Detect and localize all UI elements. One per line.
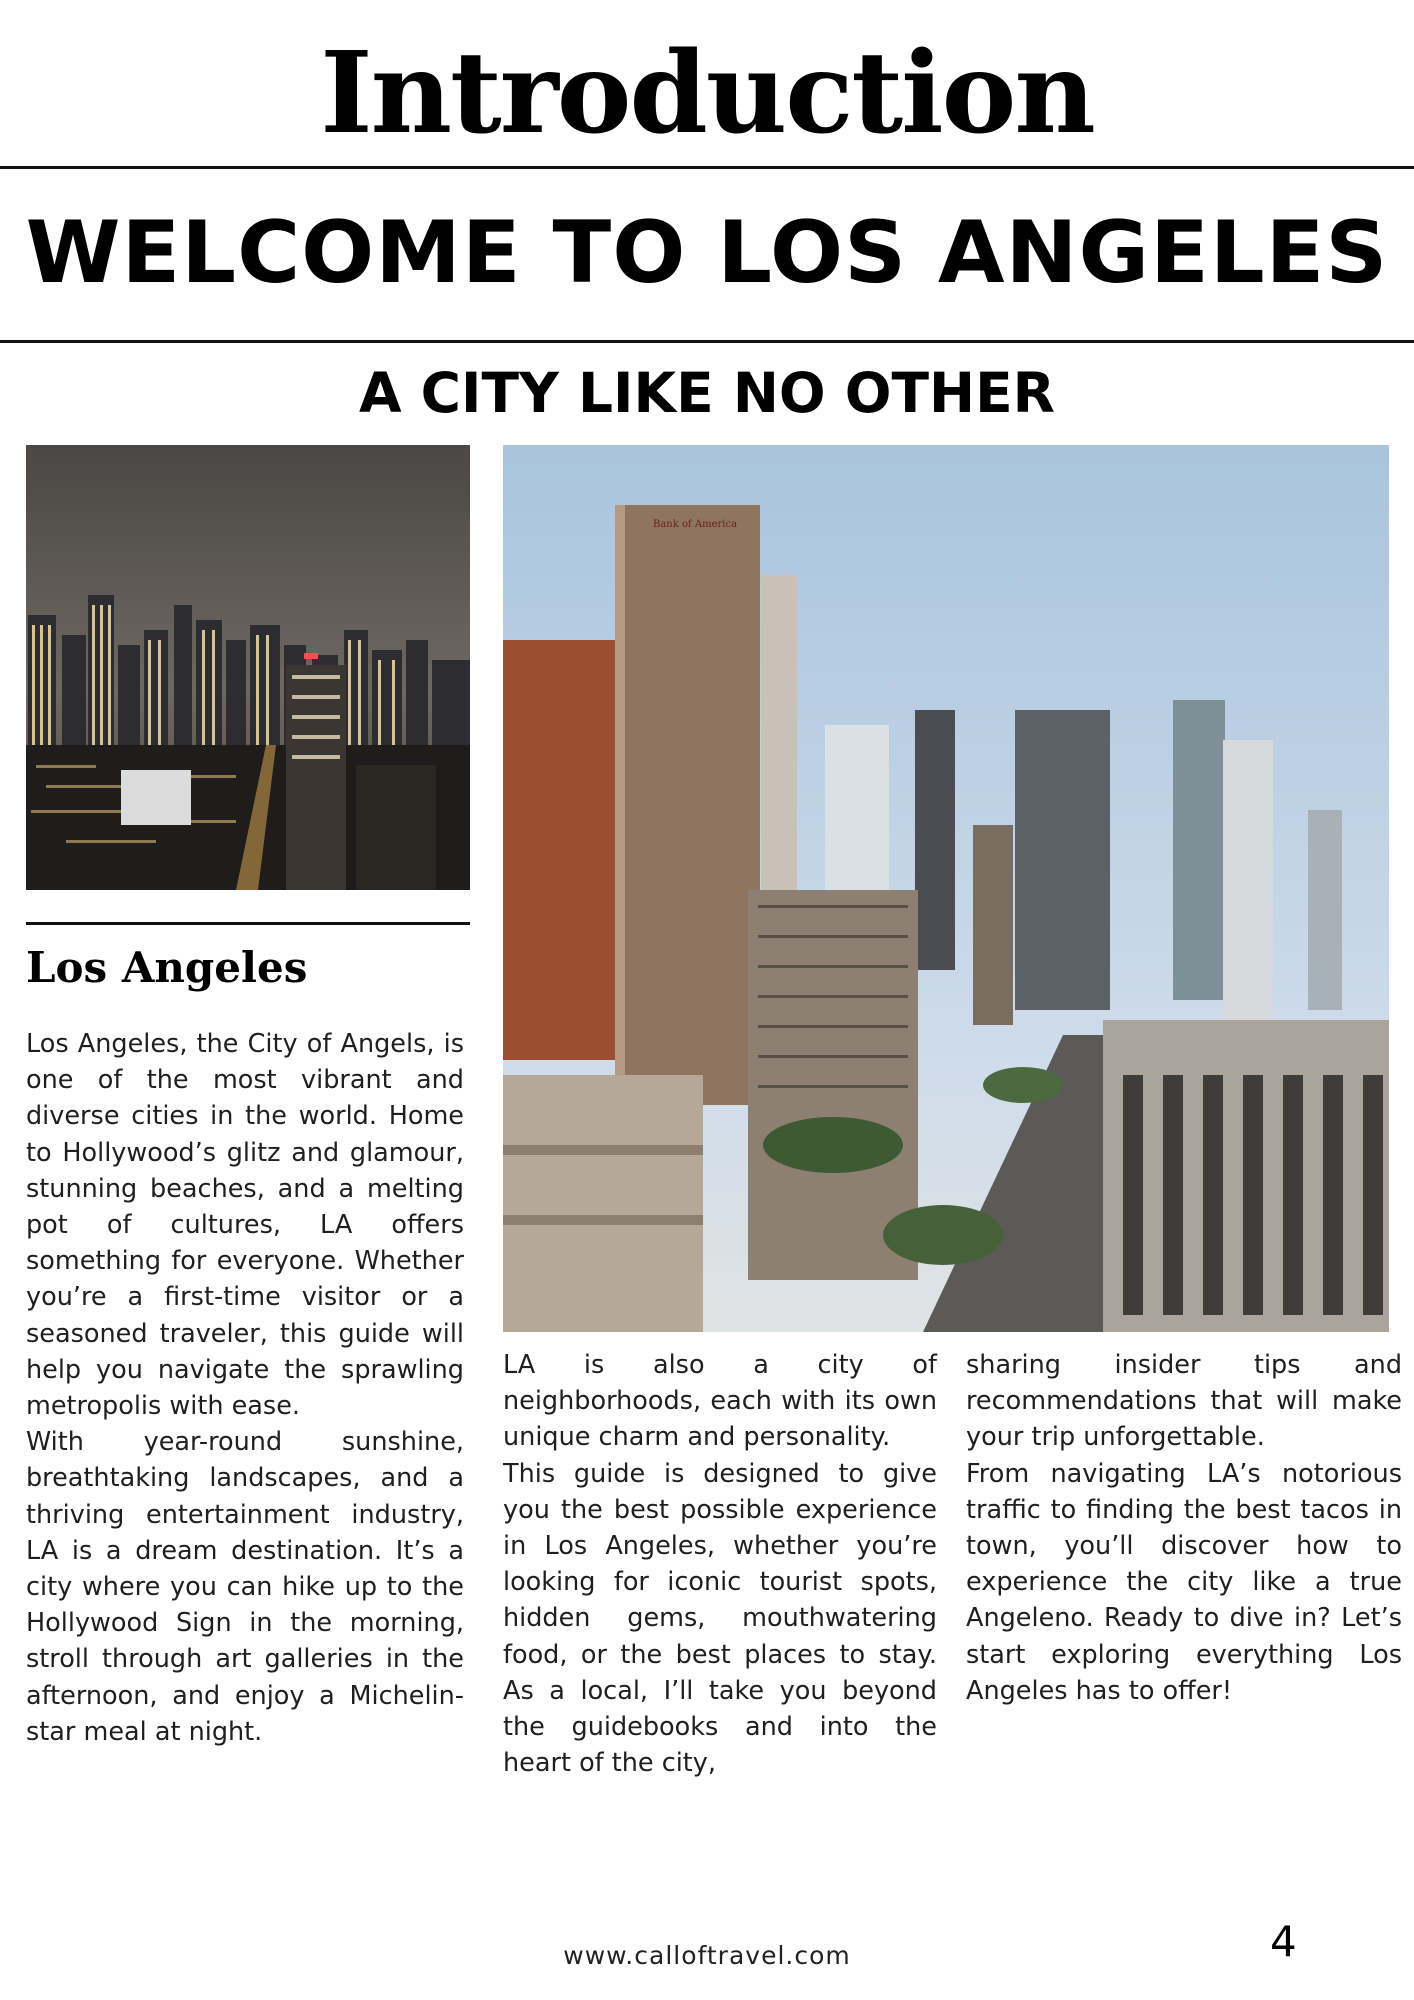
left-column [26, 1026, 464, 1750]
left-paragraph-2: With year-round sunshine, breathtaking landscapes, and a thriving entertainment industry, LA is a dream destination. It’s a city where you can hike up to the Hollywood Sign in the morning, stroll through art galleries in the afternoon, and enjoy a Michelin-star meal at night. [26, 1427, 464, 1747]
footer-url[interactable]: www.calloftravel.com [563, 1941, 851, 1970]
left-paragraph-1: Los Angeles, the City of Angels, is one of the most vibrant and diverse cities in the world. Home to Hollywood’s glitz and glamour, stunning beaches, and a melting pot of cultures, LA offers something for everyone. Whether you’re a first-time visitor or a seasoned traveler, this guide will help you navigate the sprawling metropolis with ease. [26, 1029, 464, 1422]
page-number: 4 [1270, 1917, 1297, 1966]
section-title: Los Angeles [26, 943, 308, 992]
right-paragraph-2: From navigating LA’s notorious traffic to finding the best tacos in town, you’ll discover how to experience the city like a true Angeleno. Ready to dive in? Let’s start exploring everything Los Angeles has to offer! [966, 1458, 1402, 1706]
right-column [966, 1347, 1402, 1709]
day-skyline-photo [503, 445, 1389, 1332]
tagline: A CITY LIKE NO OTHER [358, 361, 1056, 425]
middle-paragraph-1: LA is also a city of neighborhoods, each with its own unique charm and personality. [503, 1350, 937, 1453]
page-title: Introduction [320, 28, 1094, 159]
welcome-divider [0, 340, 1414, 343]
day-skyline-illustration [503, 445, 1389, 1332]
tower-sign-text: Bank of America [653, 519, 738, 530]
right-paragraph-1: sharing insider tips and recommendations that will make your trip unforgettable. [966, 1350, 1402, 1453]
night-skyline-photo [26, 445, 470, 890]
title-divider [0, 166, 1414, 169]
welcome-heading: WELCOME TO LOS ANGELES [25, 203, 1389, 303]
night-skyline-illustration [26, 445, 470, 890]
middle-column [503, 1347, 937, 1781]
middle-paragraph-2: This guide is designed to give you the best possible experience in Los Angeles, whether you’re looking for iconic tourist spots, hidden gems, mouthwatering food, or the best places to stay. As a local, I’ll take you beyond the guidebooks and into the heart of the city, [503, 1458, 937, 1779]
section-divider [26, 922, 470, 925]
